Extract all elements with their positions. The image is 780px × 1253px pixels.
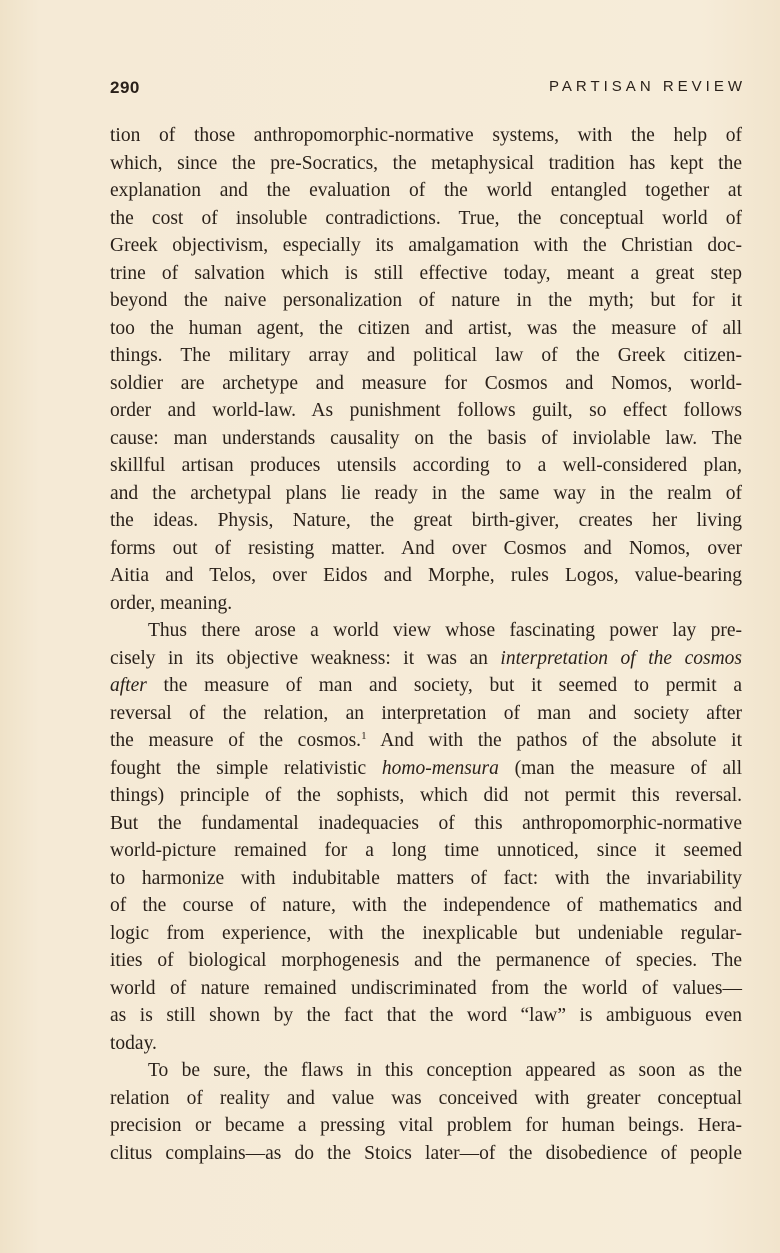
text-line: Thus there arose a world view whose fascinating power lay pre- xyxy=(148,620,742,641)
italic-phrase: after xyxy=(110,675,147,696)
body-text xyxy=(110,122,742,1167)
text-line: relation of reality and value was conceived with greater conceptual xyxy=(110,1087,742,1109)
text-line: trine of salvation which is still effective today, meant a great step xyxy=(110,262,742,284)
text-line: Aitia and Telos, over Eidos and Morphe, rules Logos, value-bearing xyxy=(110,565,742,586)
running-head xyxy=(110,78,746,102)
text-line: and the archetypal plans lie ready in the same way in the realm of xyxy=(110,482,742,504)
text-line: forms out of resisting matter. And over Cosmos and Nomos, over xyxy=(110,537,742,559)
text-run: (man the measure of all xyxy=(498,757,742,779)
paragraph-3 xyxy=(110,1057,742,1167)
text-line: soldier are archetype and measure for Cosmos and Nomos, world- xyxy=(110,372,742,394)
text-line: logic from experience, with the inexplicable but undeniable regular- xyxy=(110,922,742,944)
text-line: skillful artisan produces utensils according to a well-considered plan, xyxy=(110,455,742,476)
text-line xyxy=(110,727,742,755)
text-line: things. The military array and political law of the Greek citizen- xyxy=(110,345,742,366)
paragraph-1 xyxy=(110,122,742,617)
text-line: world of nature remained undiscriminated from the world of values— xyxy=(110,977,742,999)
text-run: the measure of the cosmos. xyxy=(110,730,362,751)
text-line xyxy=(110,645,742,673)
text-line: as is still shown by the fact that the word “law” is ambiguous even xyxy=(110,1005,742,1026)
text-line: things) principle of the sophists, which did not permit this reversal. xyxy=(110,785,742,806)
text-line: tion of those anthropomorphic-normative systems, with the help of xyxy=(110,125,742,146)
text-line: clitus complains—as do the Stoics later—of the disobedience of people xyxy=(110,1142,742,1164)
text-line: reversal of the relation, an interpretation of man and society after xyxy=(110,702,742,724)
text-line: the cost of insoluble contradictions. True, the conceptual world of xyxy=(110,207,742,229)
text-line: explanation and the evaluation of the world entangled together at xyxy=(110,180,742,201)
text-line: precision or became a pressing vital problem for human beings. Hera- xyxy=(110,1115,742,1136)
italic-phrase: homo-mensura xyxy=(381,757,499,779)
text-line: cause: man understands causality on the basis of inviolable law. The xyxy=(110,427,742,449)
text-line: order and world-law. As punishment follows guilt, so effect follows xyxy=(110,400,742,421)
text-line: order, meaning. xyxy=(110,592,233,614)
text-line xyxy=(110,672,742,700)
text-line: today. xyxy=(110,1032,157,1054)
page-number: 290 xyxy=(110,78,140,97)
text-line: But the fundamental inadequacies of this anthropomorphic-normative xyxy=(110,812,742,834)
text-line: of the course of nature, with the independence of mathematics and xyxy=(110,895,742,916)
text-line: ities of biological morphogenesis and the permanence of species. The xyxy=(110,950,742,971)
text-line: beyond the naive personalization of nature in the myth; but for it xyxy=(110,290,742,311)
text-line: Greek objectivism, especially its amalgamation with the Christian doc- xyxy=(110,235,742,256)
paragraph-2 xyxy=(110,617,742,1057)
text-line: To be sure, the flaws in this conception appeared as soon as the xyxy=(148,1060,742,1081)
footnote-marker[interactable]: 1 xyxy=(361,730,367,742)
text-line: world-picture remained for a long time unnoticed, since it seemed xyxy=(110,840,742,861)
text-run: cisely in its objective weakness: it was an xyxy=(110,647,501,669)
text-run: the measure of man and society, but it seemed to permit a xyxy=(146,675,742,696)
text-line: to harmonize with indubitable matters of fact: with the invariability xyxy=(110,867,742,889)
italic-phrase: interpretation of the cosmos xyxy=(500,647,742,669)
text-line: which, since the pre-Socratics, the metaphysical tradition has kept the xyxy=(110,152,742,174)
text-run: And with the pathos of the absolute it xyxy=(366,730,743,751)
journal-title: PARTISAN REVIEW xyxy=(549,78,746,95)
text-run: fought the simple relativistic xyxy=(110,757,382,779)
text-line xyxy=(110,755,742,783)
text-line: too the human agent, the citizen and artist, was the measure of all xyxy=(110,317,742,339)
text-line: the ideas. Physis, Nature, the great birth-giver, creates her living xyxy=(110,510,742,531)
